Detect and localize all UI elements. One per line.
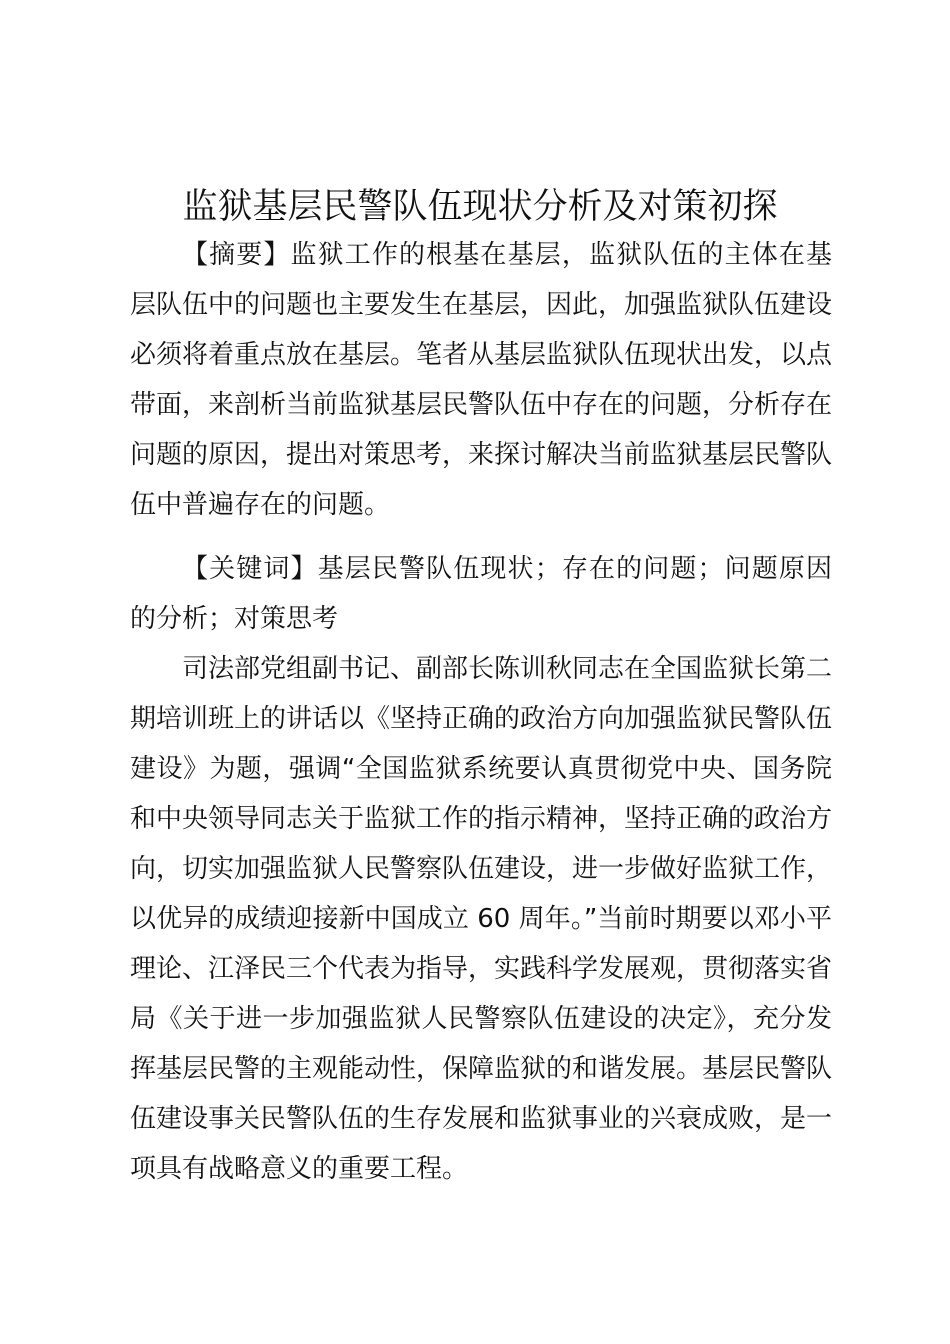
- document-title: 监狱基层民警队伍现状分析及对策初探: [182, 187, 778, 227]
- document-body: [130, 230, 832, 1194]
- keywords-paragraph: [130, 544, 832, 644]
- abstract-text: 监狱工作的根基在基层，监狱队伍的主体在基层队伍中的问题也主要发生在基层，因此，加强监狱队伍建设必须将着重点放在基层。笔者从基层监狱队伍现状出发，以点带面，来剖析当前监狱基层民警队伍中存在的问题，分析存在问题的原因，提出对策思考，来探讨解决当前监狱基层民警队伍中普遍存在的问题。: [130, 240, 833, 520]
- abstract-label: 【摘要】: [182, 240, 291, 270]
- abstract-paragraph: [130, 230, 832, 530]
- keywords-text: 基层民警队伍现状；存在的问题；问题原因的分析；对策思考: [130, 554, 832, 634]
- body-paragraph: 司法部党组副书记、副部长陈训秋同志在全国监狱长第二期培训班上的讲话以《坚持正确的政治方向加强监狱民警队伍建设》为题，强调“全国监狱系统要认真贯彻党中央、国务院和中央领导同志关于监狱工作的指示精神，坚持正确的政治方向，切实加强监狱人民警察队伍建设，进一步做好监狱工作，以优异的成绩迎接新中国成立 60 周年。”当前时期要以邓小平理论、江泽民三个代表为指导，实践科学发展观，贯彻落实省局《关于进一步加强监狱人民警察队伍建设的决定》，充分发挥基层民警的主观能动性，保障监狱的和谐发展。基层民警队伍建设事关民警队伍的生存发展和监狱事业的兴衰成败，是一项具有战略意义的重要工程。: [130, 654, 833, 1184]
- keywords-label: 【关键词】: [182, 554, 318, 584]
